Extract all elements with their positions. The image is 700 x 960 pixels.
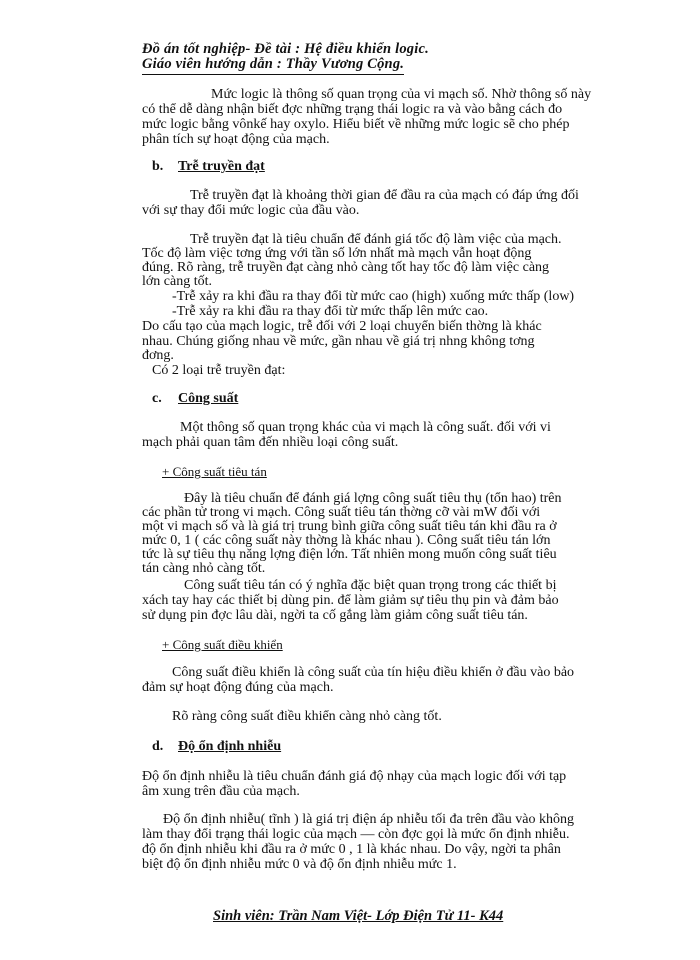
b-para3-line-3: đơng. (142, 348, 174, 363)
b-para4: Có 2 loại trễ truyền đạt: (152, 363, 286, 378)
c-sub1-line-5: tức là sự tiêu thụ năng lợng điện lớn. Tất nhiên mong muốn công suất tiêu (142, 547, 557, 562)
section-d-heading (152, 739, 281, 755)
b-bullet-2: -Trễ xảy ra khi đầu ra thay đổi từ mức thấp lên mức cao. (172, 304, 489, 319)
c-sub2-para2: Rõ ràng công suất điều khiển càng nhỏ càng tốt. (172, 709, 442, 724)
c-sub1-para2-line-1: Công suất tiêu tán có ý nghĩa đặc biệt quan trọng trong các thiết bị (184, 578, 557, 593)
c-sub1-line-6: tán càng nhỏ càng tốt. (142, 561, 266, 576)
b-para2-line-3: đúng. Rõ ràng, trễ truyền đạt càng nhỏ càng tốt hay tốc độ làm việc càng (142, 260, 550, 275)
subsection-control-title: + Công suất điều khiển (162, 637, 283, 652)
intro-line-3: mức logic bằng vônkế hay oxylo. Hiểu biết về những mức logic sẽ cho phép (142, 117, 570, 132)
b-para3-line-1: Do cấu tạo của mạch logic, trễ đối với 2 loại chuyển biến thờng là khác (142, 319, 542, 334)
d-para1-line-1: Độ ổn định nhiễu là tiêu chuẩn đánh giá độ nhạy của mạch logic đối với tạp (142, 769, 567, 784)
c-sub1-para2-line-2: xách tay hay các thiết bị dùng pin. để làm giảm sự tiêu thụ pin và đảm bảo (142, 593, 559, 608)
b-para1-line-1: Trễ truyền đạt là khoảng thời gian để đầu ra của mạch có đáp ứng đối (190, 188, 579, 203)
intro-line-4: phân tích sự hoạt động của mạch. (142, 132, 330, 147)
d-para1-line-2: âm xung trên đầu của mạch. (142, 784, 300, 799)
c-sub1-line-3: một vi mạch số và là giá trị trung bình giữa công suất tiêu tán khi đầu ra ở (142, 519, 557, 534)
d-para2-line-3: độ ổn định nhiễu khi đầu ra ở mức 0 , 1 là khác nhau. Do vậy, ngời ta phân (142, 842, 561, 857)
header-supervisor: Giáo viên hướng dẫn : Thầy Vương Cộng. (142, 56, 404, 75)
intro-line-2: có thể dễ dàng nhận biết đợc những trạng thái logic ra và vào bằng cách đo (142, 102, 563, 117)
c-sub1-para2-line-3: sử dụng pin đợc lâu dài, ngời ta cố gắng làm giảm công suất tiêu tán. (142, 608, 528, 623)
b-para2-line-2: Tốc độ làm việc tơng ứng với tần số lớn nhất mà mạch vẫn hoạt động (142, 246, 532, 261)
c-sub1-line-1: Đây là tiêu chuẩn để đánh giá lợng công suất tiêu thụ (tổn hao) trên (184, 491, 562, 506)
c-para1-line-1: Một thông số quan trọng khác của vi mạch là công suất. đối với vi (180, 420, 551, 435)
b-para2-line-4: lớn càng tốt. (142, 274, 212, 289)
c-para1-line-2: mạch phải quan tâm đến nhiều loại công suất. (142, 435, 399, 450)
b-para3-line-2: nhau. Chúng giống nhau về mức, gần nhau về giá trị nhng không tơng (142, 334, 535, 349)
b-bullet-1: -Trễ xảy ra khi đầu ra thay đổi từ mức cao (high) xuống mức thấp (low) (172, 289, 575, 304)
c-sub2-line-2: đảm sự hoạt động đúng của mạch. (142, 680, 334, 695)
section-b-title: Trễ truyền đạt (178, 159, 265, 174)
d-para2-line-1: Độ ổn định nhiễu( tĩnh ) là giá trị điện áp nhiễu tối đa trên đầu vào không (163, 812, 574, 827)
section-d-letter: d. (152, 739, 164, 754)
section-b-letter: b. (152, 159, 164, 174)
header-title: Đồ án tốt nghiệp- Đề tài : Hệ điều khiển logic. (142, 41, 429, 57)
d-para2-line-4: biệt độ ổn định nhiễu mức 0 và độ ổn định nhiễu mức 1. (142, 857, 457, 872)
section-d-title: Độ ổn định nhiễu (178, 739, 282, 754)
d-para2-line-2: làm thay đổi trạng thái logic của mạch — còn đợc gọi là mức ổn định nhiễu. (142, 827, 570, 842)
section-c-letter: c. (152, 391, 162, 406)
footer-student: Sinh viên: Trần Nam Việt- Lớp Điện Tử 11- K44 (213, 908, 504, 924)
intro-line-1: Mức logic là thông số quan trọng của vi mạch số. Nhờ thông số này (211, 87, 592, 102)
section-c-heading (152, 391, 238, 407)
section-c-title: Công suất (178, 391, 239, 406)
c-sub1-line-4: mức 0, 1 ( các công suất này thờng là khác nhau ). Công suất tiêu tán lớn (142, 533, 551, 548)
b-para1-line-2: với sự thay đổi mức logic của đầu vào. (142, 203, 360, 218)
b-para2-line-1: Trễ truyền đạt là tiêu chuẩn để đánh giá tốc độ làm việc của mạch. (190, 232, 562, 247)
subsection-dissipation-title: + Công suất tiêu tán (162, 464, 267, 479)
c-sub1-line-2: các phần tử trong vi mạch. Công suất tiêu tán thờng cỡ vài mW đối với (142, 505, 541, 520)
section-b-heading (152, 159, 265, 175)
c-sub2-line-1: Công suất điều khiển là công suất của tín hiệu điều khiển ở đầu vào bảo (172, 665, 575, 680)
